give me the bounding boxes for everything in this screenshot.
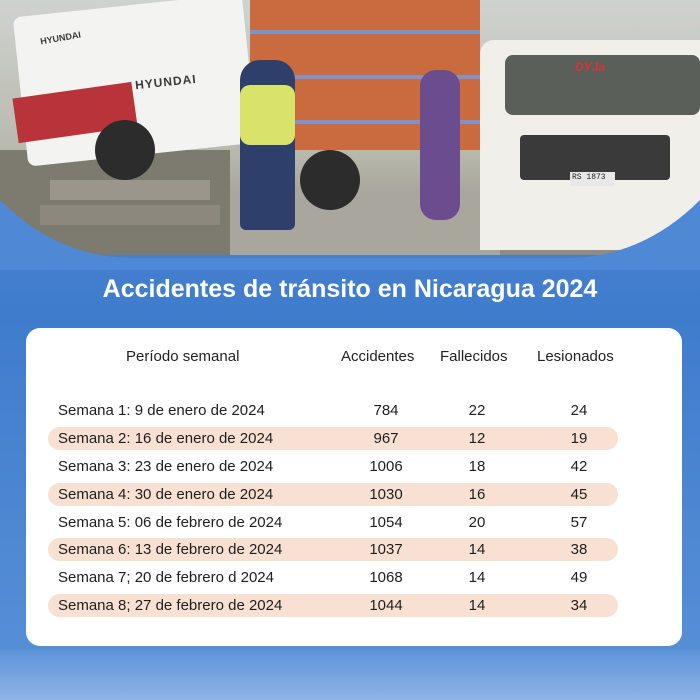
wheel [95,120,155,180]
cell-accidents: 784 [373,402,399,419]
header-period: Período semanal [126,348,240,365]
cell-injured: 38 [570,541,588,558]
cell-injured: 57 [570,514,588,531]
cell-period: Semana 3: 23 de enero de 2024 [58,458,274,475]
cell-period: Semana 5: 06 de febrero de 2024 [58,514,283,531]
page-title: Accidentes de tránsito en Nicaragua 2024 [102,275,598,303]
cell-period: Semana 8; 27 de febrero de 2024 [58,597,283,614]
cell-period: Semana 2: 16 de enero de 2024 [58,430,274,447]
cell-deaths: 20 [468,514,486,531]
cell-accidents: 1054 [369,514,403,531]
cell-deaths: 14 [468,597,486,614]
cell-deaths: 18 [468,458,486,475]
cell-injured: 19 [570,430,588,447]
cell-injured: 34 [570,597,588,614]
truck-brand-text: HYUNDAI [134,71,198,93]
cell-accidents: 967 [373,430,399,447]
windshield-sticker: DYJa [575,60,606,74]
header-accidents: Accidentes [341,348,415,365]
cell-deaths: 16 [468,486,486,503]
cell-injured: 42 [570,458,588,475]
cell-deaths: 14 [468,541,486,558]
pedestrian [420,70,460,220]
bottom-background [0,650,700,700]
cell-period: Semana 6: 13 de febrero de 2024 [58,541,283,558]
officer-vest [240,85,295,145]
license-plate-text: RS 1873 [572,173,606,182]
truck-side-text: HYUNDAI [39,29,82,47]
cell-accidents: 1030 [369,486,403,503]
cargo-strap [250,30,480,34]
cell-injured: 45 [570,486,588,503]
cell-accidents: 1037 [369,541,403,558]
cell-deaths: 14 [468,569,486,586]
cell-deaths: 22 [468,402,486,419]
cell-period: Semana 7; 20 de febrero d 2024 [58,569,274,586]
cell-accidents: 1068 [369,569,403,586]
cell-injured: 24 [570,402,588,419]
header-deaths: Fallecidos [440,348,508,365]
cell-accidents: 1044 [369,597,403,614]
cell-period: Semana 4: 30 de enero de 2024 [58,486,274,503]
photo-curve-edge [0,200,700,270]
step [50,180,210,200]
header-injured: Lesionados [537,348,614,365]
cell-period: Semana 1: 9 de enero de 2024 [58,402,265,419]
cell-injured: 49 [570,569,588,586]
cell-deaths: 12 [468,430,486,447]
cell-accidents: 1006 [369,458,403,475]
